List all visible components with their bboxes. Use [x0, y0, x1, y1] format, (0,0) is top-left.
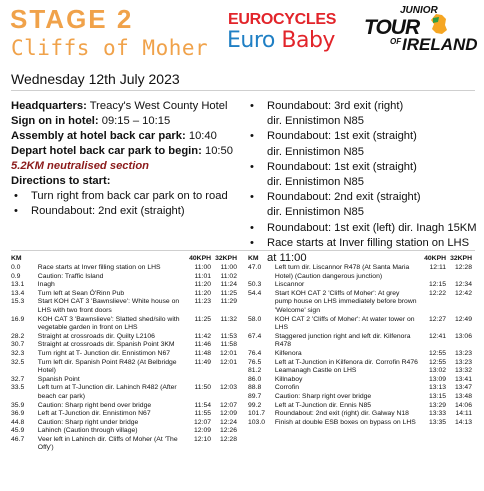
- table-row: [11, 384, 237, 401]
- time-40kph-cell: 11:49: [194, 358, 212, 366]
- time-32kph-cell: 12:28: [454, 264, 472, 271]
- neutralised-note: 5.2KM neutralised section: [11, 160, 150, 172]
- time-32kph-cell: 13:41: [454, 375, 472, 383]
- time-32kph-cell: 12:03: [219, 384, 237, 392]
- headquarters-value: Treacy's West County Hotel: [89, 100, 228, 112]
- direction-item: [11, 204, 241, 219]
- table-row: [11, 410, 237, 419]
- time-32kph-cell: 11:25: [220, 289, 237, 297]
- table-row: [248, 350, 472, 359]
- direction-text: Roundabout: 3rd exit (right): [267, 100, 404, 112]
- depart-value: 10:50: [204, 145, 233, 157]
- time-40kph-cell: 11:20: [194, 289, 212, 297]
- direction-text: Roundabout: 2nd exit (straight): [267, 191, 421, 204]
- table-row: [11, 298, 237, 315]
- eurocycles-logo: EUROCYCLES: [228, 11, 337, 28]
- divider-top: [11, 90, 475, 91]
- direction-text: Roundabout: 1st exit (left) dir. Inagh 15KM: [267, 221, 477, 234]
- table-row: [248, 333, 472, 350]
- table-row: [11, 341, 237, 350]
- bullet-icon: •: [250, 236, 254, 249]
- table-row: [11, 402, 237, 411]
- time-32kph-cell: 14:11: [455, 410, 472, 418]
- table-row: [11, 316, 237, 333]
- table-row: [248, 367, 472, 376]
- table-row: [248, 402, 472, 411]
- euro-baby-logo: [227, 28, 335, 53]
- speed1-header: 40KPH: [189, 255, 212, 263]
- time-32kph-cell: 12:01: [219, 349, 237, 357]
- time-32kph-cell: 13:23: [454, 349, 472, 357]
- description-cell: Straight at crossroads dir. Spanish Point 3KM: [37, 341, 175, 349]
- table-row: [248, 410, 472, 419]
- headquarters-row: [11, 99, 241, 114]
- time-32kph-cell: 11:32: [220, 315, 237, 323]
- time-40kph-cell: 12:55: [429, 358, 447, 366]
- description-cell: Kilfenora: [274, 349, 302, 357]
- direction-item: [247, 99, 479, 129]
- table-row: [11, 376, 237, 385]
- km-cell: 32.3: [11, 349, 25, 357]
- time-40kph-cell: 11:48: [194, 349, 212, 357]
- table-row: [11, 427, 237, 436]
- time-32kph-cell: 11:02: [220, 272, 237, 280]
- time-40kph-cell: 12:41: [429, 332, 447, 340]
- km-cell: 103.0: [248, 418, 266, 426]
- km-cell: 0.9: [11, 272, 21, 280]
- time-32kph-cell: 12:09: [219, 410, 237, 418]
- route-table-left: [11, 255, 237, 453]
- description-header: [275, 255, 420, 264]
- time-32kph-cell: 13:47: [454, 384, 472, 392]
- km-cell: 86.0: [248, 375, 262, 383]
- time-40kph-cell: 12:55: [429, 349, 447, 357]
- direction-text: Roundabout: 1st exit (straight): [267, 130, 417, 143]
- km-cell: 16.9: [11, 315, 25, 323]
- km-cell: 76.5: [248, 358, 262, 366]
- bullet-icon: •: [250, 221, 254, 234]
- directions-label: Directions to start:: [11, 175, 111, 187]
- km-cell: 32.5: [11, 358, 25, 366]
- time-32kph-cell: [211, 376, 237, 385]
- km-cell: 30.7: [11, 341, 25, 349]
- time-40kph-cell: 13:13: [429, 384, 447, 392]
- table-row: [11, 264, 237, 273]
- bullet-icon: •: [14, 190, 18, 202]
- time-40kph-cell: 12:22: [429, 289, 447, 297]
- sign-on-row: [11, 114, 241, 129]
- km-cell: 50.3: [248, 281, 262, 289]
- km-cell: 44.8: [11, 418, 25, 426]
- km-cell: 33.5: [11, 384, 25, 392]
- description-cell: Left at T-Junction in Kilfenora dir. Corrofin R476: [274, 358, 418, 366]
- time-40kph-cell: 13:33: [429, 410, 447, 418]
- description-cell: KOH CAT 3 'Bawnslieve': Slatted shed/silo with vegetable garden in front on LHS: [37, 315, 180, 332]
- depart-label: Depart hotel back car park to begin:: [11, 145, 202, 157]
- direction-item: [247, 221, 479, 236]
- direction-item: [247, 190, 479, 220]
- table-row: [248, 264, 472, 281]
- description-cell: Lahinch (Caution through village): [37, 427, 138, 435]
- info-left-column: [11, 99, 241, 219]
- table-row: [248, 384, 472, 393]
- table-row: [248, 376, 472, 385]
- time-32kph-cell: 12:28: [219, 435, 237, 443]
- speed2-header: 32KPH: [450, 255, 472, 263]
- table-row: [11, 281, 237, 290]
- info-right-column: [247, 99, 479, 266]
- km-cell: 36.9: [11, 410, 25, 418]
- table-row: [248, 393, 472, 402]
- description-cell: Caution: Sharp right under bridge: [37, 418, 139, 426]
- euro-baby-logo-euro: Euro: [227, 28, 275, 53]
- description-cell: Turn right at T- Junction dir. Ennistimon N67: [37, 349, 171, 357]
- logo-of-text: OF: [390, 37, 402, 46]
- description-cell: Staggered junction right and left dir. Kilfenora R478: [274, 332, 411, 349]
- km-cell: 89.7: [248, 392, 262, 400]
- km-cell: 15.3: [11, 298, 25, 306]
- time-40kph-cell: 11:46: [194, 341, 212, 349]
- table-row: [248, 359, 472, 368]
- km-cell: 101.7: [248, 410, 266, 418]
- table-row: [11, 350, 237, 359]
- km-cell: 47.0: [248, 264, 262, 271]
- time-32kph-cell: 12:07: [219, 401, 237, 409]
- route-table-right: [248, 255, 472, 427]
- km-cell: 99.2: [248, 401, 262, 409]
- description-cell: Killnaboy: [274, 375, 303, 383]
- time-40kph-cell: 11:50: [194, 384, 212, 392]
- time-40kph-cell: [183, 376, 211, 385]
- time-40kph-cell: 13:29: [429, 401, 447, 409]
- description-cell: Left at T-Junction dir. Ennis N85: [274, 401, 372, 409]
- km-cell: 0.0: [11, 264, 21, 271]
- assembly-value: 10:40: [188, 130, 217, 142]
- time-40kph-cell: 12:10: [194, 435, 212, 443]
- direction-item: [247, 129, 479, 159]
- divider-middle: [11, 250, 475, 251]
- description-cell: Caution: Traffic Island: [37, 272, 104, 280]
- time-40kph-cell: 11:42: [194, 332, 212, 340]
- time-32kph-cell: 13:32: [454, 367, 472, 375]
- time-40kph-cell: 11:01: [194, 272, 212, 280]
- table-row: [11, 436, 237, 453]
- description-cell: Left at T-Junction dir. Ennistimon N67: [37, 410, 151, 418]
- time-32kph-cell: 12:49: [454, 315, 472, 323]
- time-40kph-cell: 11:23: [194, 298, 212, 306]
- table-row: [11, 333, 237, 342]
- time-32kph-cell: 12:26: [219, 427, 237, 435]
- km-cell: 76.4: [248, 349, 262, 357]
- direction-text: Roundabout: 1st exit (straight): [267, 160, 417, 173]
- time-40kph-cell: 11:00: [194, 264, 212, 271]
- km-cell: 67.4: [248, 332, 262, 340]
- time-40kph-cell: 12:11: [429, 264, 447, 271]
- direction-text-line2: dir. Ennistimon N85: [267, 115, 365, 128]
- description-cell: Start KOH CAT 2 'Cliffs of Moher': At grey pump house on LHS immediately before brown 'Welcome' sign: [274, 289, 417, 314]
- time-32kph-cell: 11:29: [220, 298, 237, 306]
- description-cell: Caution: Sharp right bend over bridge: [37, 401, 152, 409]
- time-32kph-cell: 11:00: [220, 264, 237, 271]
- description-cell: Veer left in Lahinch dir. Cliffs of Moher (At 'The Offy'): [37, 435, 178, 452]
- time-32kph-cell: 14:06: [454, 401, 472, 409]
- stage-subtitle: Cliffs of Moher: [11, 36, 209, 60]
- km-header: KM: [11, 255, 22, 263]
- description-cell: Race starts at Inver filling station on LHS: [37, 264, 161, 271]
- time-40kph-cell: 13:02: [429, 367, 447, 375]
- speed1-header: 40KPH: [424, 255, 447, 263]
- description-cell: Turn left at Sean Ó'Rinn Pub: [37, 289, 125, 297]
- table-row: [11, 273, 237, 282]
- table-row: [248, 290, 472, 316]
- direction-item: [11, 189, 241, 204]
- direction-text: Turn right from back car park on to road: [31, 190, 228, 202]
- time-40kph-cell: 13:15: [429, 392, 447, 400]
- direction-text: Roundabout: 2nd exit (straight): [31, 205, 185, 217]
- description-cell: KOH CAT 2 'Cliffs of Moher': At water tower on LHS: [274, 315, 415, 332]
- time-40kph-cell: 11:54: [194, 401, 212, 409]
- depart-row: [11, 144, 241, 159]
- description-cell: Start KOH CAT 3 'Bawnslieve': White house on LHS with two front doors: [37, 298, 180, 314]
- bullet-icon: •: [250, 191, 254, 204]
- direction-text-line2: dir. Ennistimon N85: [267, 145, 365, 158]
- km-cell: 58.0: [248, 315, 262, 323]
- description-header: [38, 255, 183, 264]
- sign-on-label: Sign on in hotel:: [11, 115, 99, 127]
- assembly-label: Assembly at hotel back car park:: [11, 130, 186, 142]
- description-cell: Turn left dir. Spanish Point R482 (At Belbridge Hotel): [37, 358, 177, 375]
- time-32kph-cell: 11:24: [220, 281, 237, 289]
- km-cell: 28.2: [11, 332, 25, 340]
- speed2-header: 32KPH: [215, 255, 237, 263]
- time-32kph-cell: 11:58: [220, 341, 237, 349]
- euro-baby-logo-baby: Baby: [281, 28, 335, 53]
- ireland-map-icon: [430, 13, 448, 35]
- km-cell: 81.2: [248, 367, 262, 375]
- bullet-icon: •: [250, 100, 254, 112]
- direction-text: Race starts at Inver filling station on LHS: [267, 236, 470, 249]
- headquarters-label: Headquarters:: [11, 100, 87, 112]
- direction-text-line2: dir. Ennistimon N85: [267, 176, 365, 189]
- table-row: [11, 419, 237, 428]
- description-cell: Left turn at T-Junction dir. Lahinch R482 (After beach car park): [37, 384, 177, 400]
- time-32kph-cell: 12:01: [219, 358, 237, 366]
- logo-ireland-text: IRELAND: [402, 35, 478, 54]
- km-cell: 32.7: [11, 375, 25, 383]
- table-row: [248, 281, 472, 290]
- km-cell: 88.8: [248, 384, 262, 392]
- logo-tour-text: TOUR: [364, 16, 420, 39]
- directions-heading: [11, 174, 241, 189]
- bullet-icon: •: [14, 205, 18, 217]
- time-40kph-cell: 12:09: [194, 427, 212, 435]
- table-header-row: [11, 255, 237, 264]
- km-cell: 54.4: [248, 289, 262, 297]
- time-40kph-cell: 12:07: [194, 418, 212, 426]
- time-32kph-cell: 14:13: [454, 418, 472, 426]
- table-row: [11, 359, 237, 376]
- time-32kph-cell: 13:06: [454, 332, 472, 340]
- time-40kph-cell: 13:09: [429, 375, 447, 383]
- junior-tour-of-ireland-logo: [364, 5, 476, 57]
- stage-date: Wednesday 12th July 2023: [11, 71, 180, 87]
- time-32kph-cell: 13:23: [454, 358, 472, 366]
- time-32kph-cell: 11:53: [220, 332, 237, 340]
- bullet-icon: •: [250, 130, 254, 143]
- time-32kph-cell: 12:42: [454, 289, 472, 297]
- km-cell: 13.1: [11, 281, 25, 289]
- description-cell: Corrofin: [274, 384, 300, 392]
- description-cell: Roundabout: 2nd exit (right) dir. Galway N18: [274, 410, 409, 418]
- stage-title: STAGE 2: [10, 4, 134, 34]
- sign-on-value: 09:15 – 10:15: [101, 115, 171, 127]
- table-row: [248, 419, 472, 428]
- description-cell: Leamanagh Castle on LHS: [274, 367, 357, 375]
- time-40kph-cell: 11:20: [194, 281, 212, 289]
- table-row: [248, 316, 472, 333]
- km-header: KM: [248, 255, 259, 263]
- time-40kph-cell: 12:27: [429, 315, 447, 323]
- table-row: [11, 290, 237, 299]
- description-cell: Left turn dir. Liscannor R478 (At Santa Maria Hotel) (Caution dangerous junction): [274, 264, 410, 280]
- direction-item: [247, 160, 479, 190]
- description-cell: Finish at double ESB boxes on bypass on LHS: [274, 418, 416, 426]
- km-cell: 46.7: [11, 435, 25, 443]
- time-40kph-cell: 11:25: [194, 315, 212, 323]
- km-cell: 45.9: [11, 427, 25, 435]
- direction-text-line2: dir. Ennistimon N85: [267, 206, 365, 219]
- time-40kph-cell: 13:35: [429, 418, 447, 426]
- time-32kph-cell: 12:34: [454, 281, 472, 289]
- assembly-row: [11, 129, 241, 144]
- km-cell: 13.4: [11, 289, 25, 297]
- description-cell: Caution: Sharp right over bridge: [274, 392, 372, 400]
- logo-junior-text: JUNIOR: [400, 5, 438, 16]
- description-cell: Straight at crossroads dir. Quilty L2106: [37, 332, 155, 340]
- direction-text-line2: at 11:00: [267, 252, 307, 265]
- description-cell: Liscannor: [274, 281, 305, 289]
- km-cell: 35.9: [11, 401, 25, 409]
- bullet-icon: •: [250, 160, 254, 173]
- table-header-row: [248, 255, 472, 264]
- time-32kph-cell: 13:48: [454, 392, 472, 400]
- time-40kph-cell: 12:15: [429, 281, 447, 289]
- description-cell: Spanish Point: [37, 375, 80, 383]
- description-cell: Inagh: [37, 281, 55, 289]
- time-40kph-cell: 11:55: [194, 410, 212, 418]
- time-32kph-cell: 12:24: [219, 418, 237, 426]
